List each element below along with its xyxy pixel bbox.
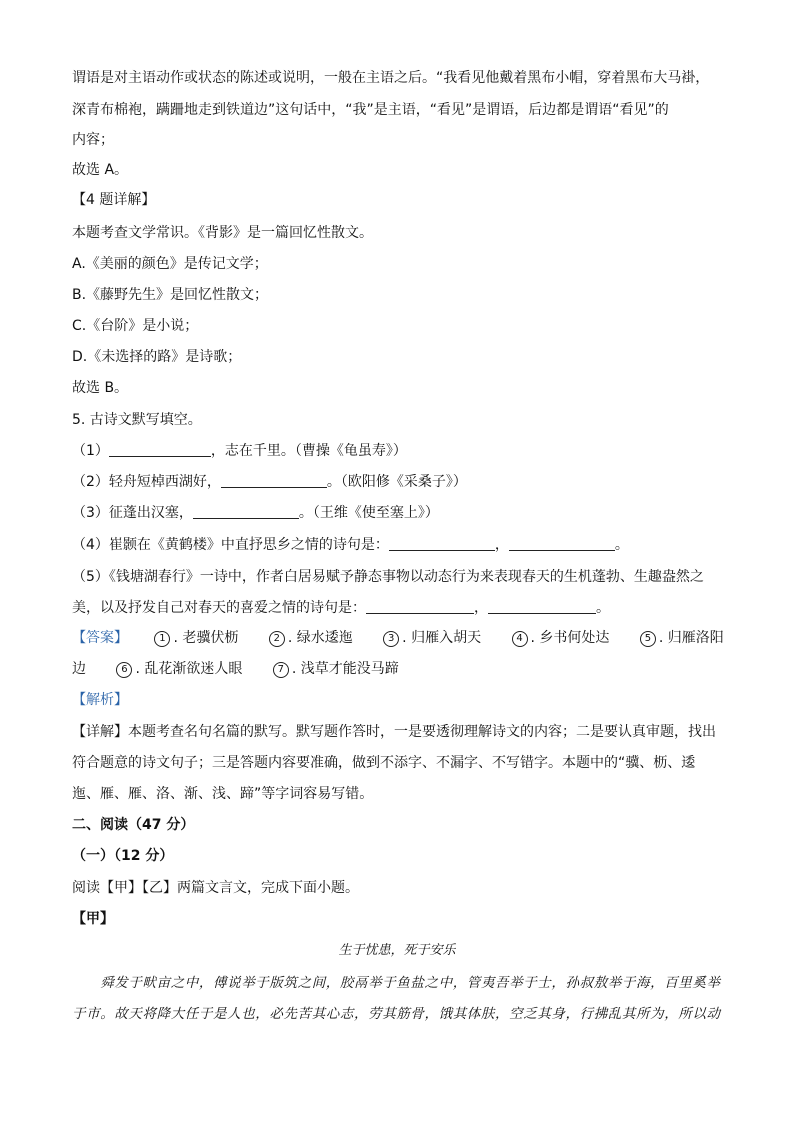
fill-blank: [509, 536, 615, 551]
analysis-label: 【解析】: [72, 692, 128, 708]
para-line: 深青布棉袍，蹒跚地走到铁道边”这句话中，“我”是主语，“看见”是谓语，后边都是谓语“看见”的: [72, 102, 669, 118]
answer-item: . 老骥伏枥: [173, 630, 239, 646]
answer-item: . 乱花渐欲迷人眼: [135, 661, 243, 677]
circled-number: 2: [269, 631, 285, 647]
q4-intro: 本题考查文学常识。《背影》是一篇回忆性散文。: [72, 225, 373, 241]
fill-blank: [109, 442, 211, 457]
q4-option-c: C.《台阶》是小说；: [72, 318, 199, 334]
q4-option-b: B.《藤野先生》是回忆性散文；: [72, 287, 269, 303]
circled-number: 1: [154, 631, 170, 647]
passage-label-jia: 【甲】: [72, 911, 114, 927]
q4-option-a: A.《美丽的颜色》是传记文学；: [72, 256, 268, 272]
answer-item: . 归雁入胡天: [402, 630, 482, 646]
circled-number: 3: [383, 631, 399, 647]
para-line: 内容；: [72, 132, 114, 148]
reading-intro: 阅读【甲】【乙】两篇文言文，完成下面小题。: [72, 880, 359, 896]
detail-line: 符合题意的诗文句子；三是答题内容要准确，做到不添字、不漏字、不写错字。本题中的“骥、枥、逶: [72, 755, 696, 771]
circled-number: 6: [116, 662, 132, 678]
q5-item-2: [72, 472, 467, 492]
q5-title: 5. 古诗文默写填空。: [72, 412, 202, 428]
detail-line: 迤、雁、雁、洛、渐、浅、蹄”等字词容易写错。: [72, 786, 374, 802]
q4-choice: 故选 B。: [72, 380, 129, 396]
q5-item-4: [72, 535, 629, 555]
section-heading: 二、阅读（47 分）: [72, 817, 195, 833]
subsection-heading: （一）（12 分）: [72, 848, 174, 864]
circled-number: 7: [273, 662, 289, 678]
q4-header: 【4 题详解】: [72, 192, 156, 208]
q5-4-text: （4）崔颢在《黄鹤楼》中直抒思乡之情的诗句是：: [72, 537, 389, 553]
circled-number: 4: [512, 631, 528, 647]
detail-line: 【详解】本题考查名句名篇的默写。默写题作答时，一是要透彻理解诗文的内容；二是要认真审题，找出: [72, 724, 716, 740]
essay-line: 于市。故天将降大任于是人也，必先苦其心志，劳其筋骨，饿其体肤，空乏其身，行拂乱其所为，所以动: [72, 1006, 721, 1022]
answer-item: . 乡书何处达: [530, 630, 610, 646]
answer-label: 【答案】: [72, 630, 128, 646]
fill-blank: [389, 536, 495, 551]
q5-5-text: 美，以及抒发自己对春天的喜爱之情的诗句是：: [72, 600, 366, 616]
circled-number: 5: [640, 631, 656, 647]
q5-item-1: [72, 441, 407, 461]
q5-item-3: [72, 503, 439, 523]
q5-3-source: 。（王维《使至塞上》）: [298, 505, 439, 521]
q5-4-end: 。: [614, 537, 629, 553]
q5-item-5: （5）《钱塘湖春行》一诗中，作者白居易赋予静态事物以动态行为来表现春天的生机蓬勃、生趣盎然之: [72, 569, 704, 585]
answer-line-cont: [72, 659, 399, 679]
fill-blank: [366, 599, 474, 614]
essay-line: 舜发于畎亩之中，傅说举于版筑之间，胶鬲举于鱼盐之中，管夷吾举于士，孙叔敖举于海，百里奚举: [72, 975, 721, 991]
answer-item: . 归雁洛阳: [658, 630, 724, 646]
fill-blank: [221, 473, 327, 488]
q5-1-text: ，志在千里。（曹操《龟虽寿》）: [210, 443, 407, 459]
q5-item-5-cont: [72, 598, 610, 618]
fill-blank: [193, 504, 299, 519]
essay-title: 生于忧患，死于安乐: [338, 943, 456, 958]
q5-1-number: （1）: [72, 443, 109, 459]
answer-item: . 浅草才能没马蹄: [291, 661, 399, 677]
q4-option-d: D.《未选择的路》是诗歌；: [72, 349, 242, 365]
para-line: 谓语是对主语动作或状态的陈述或说明，一般在主语之后。“我看见他戴着黑布小帽，穿着黑布大马褂，: [72, 70, 710, 86]
fill-blank: [488, 599, 596, 614]
answer-item: . 绿水逶迤: [287, 630, 353, 646]
q5-5-end: 。: [596, 600, 610, 616]
q5-5-sep: ，: [474, 600, 488, 616]
answer-line: [72, 628, 724, 648]
q5-4-sep: ，: [494, 537, 509, 553]
q5-3-text: （3）征蓬出汉塞，: [72, 505, 193, 521]
q5-2-text: （2）轻舟短棹西湖好，: [72, 474, 221, 490]
q5-2-source: 。（欧阳修《采桑子》）: [326, 474, 467, 490]
answer-item: 边: [72, 661, 86, 677]
choice-line: 故选 A。: [72, 162, 129, 178]
